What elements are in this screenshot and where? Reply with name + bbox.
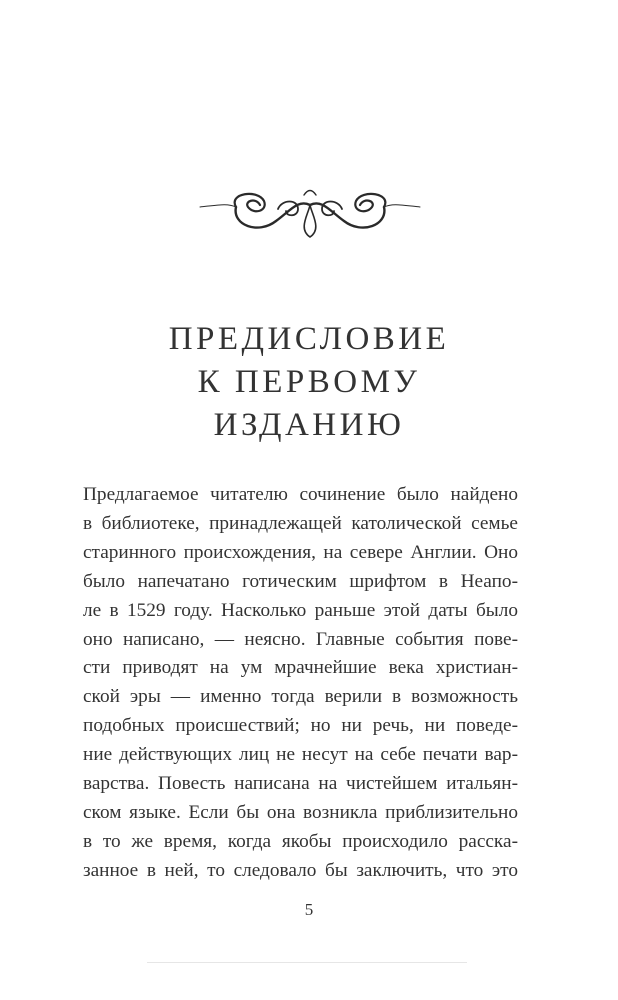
text-line: ние действующих лиц не несут на себе печати вар- — [83, 744, 518, 766]
text-line: сти приводят на ум мрачнейшие века христиан- — [83, 657, 518, 679]
chapter-title — [0, 318, 618, 447]
text-line: ле в 1529 году. Насколько раньше этой даты было — [83, 599, 518, 621]
text-line: в библиотеке, принадлежащей католической семье — [83, 512, 518, 534]
chapter-title-line: К ПЕРВОМУ — [197, 364, 421, 400]
decorative-flourish-icon — [198, 185, 422, 240]
text-line: старинного происхождения, на севере Англии. Оно — [83, 541, 518, 563]
page-divider — [147, 962, 467, 963]
text-line: оно написано, — неясно. Главные события пове- — [83, 628, 518, 650]
chapter-title-line: ИЗДАНИЮ — [213, 407, 405, 443]
chapter-title-line: ПРЕДИСЛОВИЕ — [168, 321, 450, 357]
text-line: занное в ней, то следовало бы заключить, что это — [83, 859, 518, 881]
body-text — [83, 481, 518, 886]
text-line: варства. Повесть написана на чистейшем итальян- — [83, 773, 518, 795]
text-line: Предлагаемое читателю сочинение было найдено — [83, 484, 518, 505]
text-line: ском языке. Если бы она возникла приблизительно — [83, 801, 518, 823]
text-line: ской эры — именно тогда верили в возможность — [83, 686, 518, 708]
text-line: подобных происшествий; но ни речь, ни поведе- — [83, 715, 518, 737]
page-number: 5 — [304, 900, 314, 919]
text-line: в то же время, когда якобы происходило расска- — [83, 830, 518, 852]
text-line: было напечатано готическим шрифтом в Неапо- — [83, 570, 518, 592]
